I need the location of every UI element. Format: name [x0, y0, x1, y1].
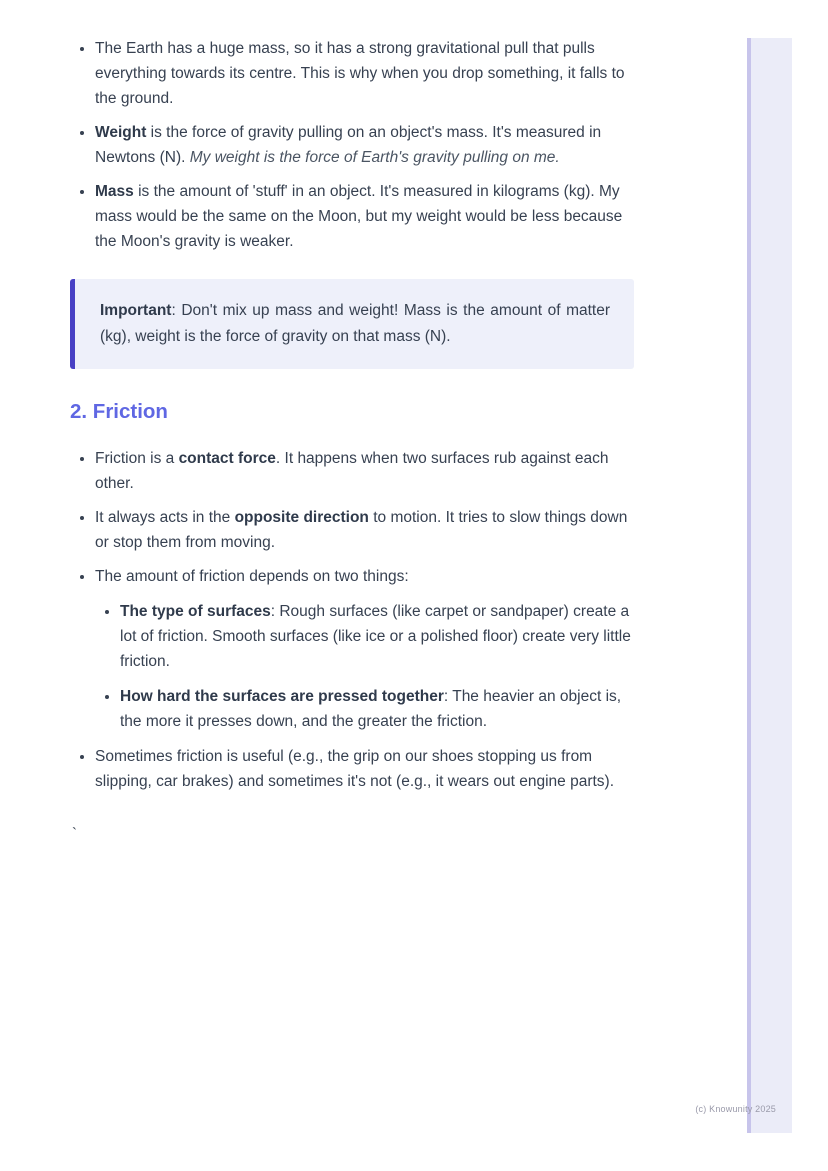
friction-bullet-list	[70, 446, 634, 794]
text-run: It always acts in the	[95, 509, 235, 526]
text-run: The amount of friction depends on two things:	[95, 568, 409, 585]
list-item	[95, 36, 634, 111]
bold-text-run: Weight	[95, 124, 147, 141]
document-content	[70, 36, 634, 846]
text-run: . It happens when two surfaces rub against each other.	[95, 450, 609, 492]
gravity-bullet-list	[70, 36, 634, 254]
text-run: to motion. It tries to slow things down or stop them from moving.	[95, 509, 628, 551]
list-item	[95, 446, 634, 496]
italic-text-run: My weight is the force of Earth's gravity pulling on me.	[189, 149, 560, 166]
list-item	[95, 744, 634, 794]
stray-backtick-character: `	[72, 825, 77, 842]
bold-text-run: opposite direction	[234, 509, 369, 526]
text-run: : Rough surfaces (like carpet or sandpaper) create a lot of friction. Smooth surfaces (like ice or a polished floor) create very little friction.	[120, 603, 631, 670]
section-heading-friction: 2. Friction	[70, 400, 168, 423]
text-run: is the amount of 'stuff' in an object. It's measured in kilograms (kg). My mass would be the same on the Moon, but my weight would be less because the Moon's gravity is weaker.	[95, 183, 623, 250]
list-item	[95, 564, 634, 734]
bold-text-run: Important	[100, 302, 172, 319]
page-margin-strip	[747, 38, 792, 1133]
list-item	[95, 120, 634, 170]
list-item	[95, 179, 634, 254]
copyright-footer: (c) Knowunity 2025	[695, 1104, 776, 1114]
list-item	[120, 599, 634, 674]
text-run: : The heavier an object is, the more it presses down, and the greater the friction.	[120, 688, 622, 730]
nested-list	[95, 599, 634, 734]
text-run: is the force of gravity pulling on an object's mass. It's measured in Newtons (N).	[95, 124, 602, 166]
text-run: Sometimes friction is useful (e.g., the grip on our shoes stopping us from slipping, car brakes) and sometimes it's not (e.g., it wears out engine parts).	[95, 748, 615, 790]
text-run: : Don't mix up mass and weight! Mass is the amount of matter (kg), weight is the force of gravity on that mass (N).	[100, 302, 610, 345]
text-run: Friction is a	[95, 450, 179, 467]
bold-text-run: How hard the surfaces are pressed together	[120, 688, 444, 705]
list-item	[95, 505, 634, 555]
bold-text-run: Mass	[95, 183, 134, 200]
bold-text-run: contact force	[178, 450, 276, 467]
important-callout	[70, 279, 634, 369]
text-run: The Earth has a huge mass, so it has a strong gravitational pull that pulls everything towards its centre. This is why when you drop something, it falls to the ground.	[95, 40, 625, 107]
list-item	[120, 684, 634, 734]
bold-text-run: The type of surfaces	[120, 603, 271, 620]
